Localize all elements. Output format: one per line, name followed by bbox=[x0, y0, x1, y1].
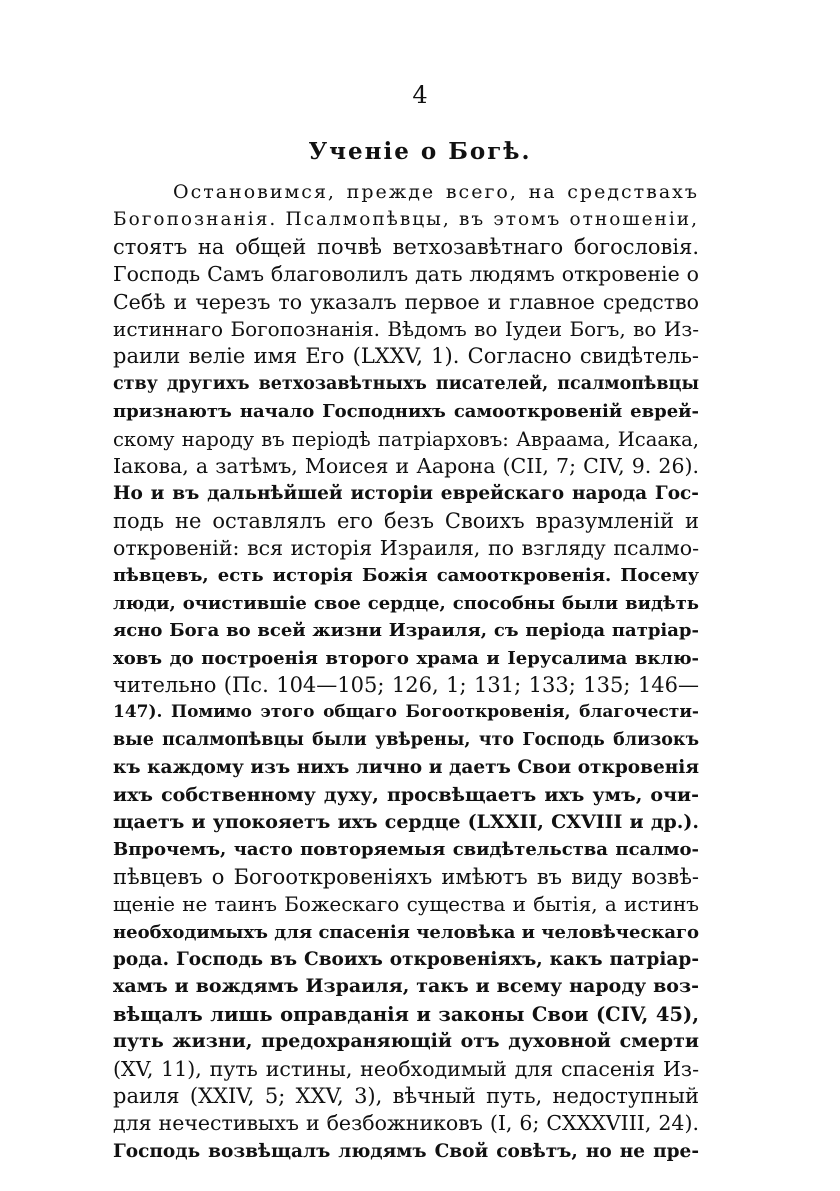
text-line: ству другихъ ветхозавѣтныхъ писателей, псалмопѣвцы bbox=[113, 373, 699, 394]
page-title: Ученіе о Богѣ. bbox=[308, 138, 532, 165]
page-number: 4 bbox=[412, 81, 428, 109]
text-line: стоятъ на общей почвѣ ветхозавѣтнаго богословія. bbox=[113, 234, 699, 259]
text-line: признаютъ начало Господнихъ самооткровеній еврей- bbox=[113, 401, 699, 423]
text-line: хамъ и вождямъ Израиля, такъ и всему народу воз- bbox=[113, 975, 699, 998]
text-line: Впрочемъ, часто повторяемыя свидѣтельства псалмо- bbox=[113, 839, 699, 861]
text-line: подь не оставлялъ его безъ Своихъ вразумленій и bbox=[113, 508, 699, 533]
text-line: Но и въ дальнѣйшей исторіи еврейскаго народа Гос- bbox=[113, 483, 699, 505]
text-line: вые псалмопѣвцы были увѣрены, что Господь близокъ bbox=[113, 729, 699, 750]
text-line: раили веліе имя Его (LXXV, 1). Согласно свидѣтель- bbox=[113, 344, 699, 369]
text-line: пѣвцевъ о Богооткровеніяхъ имѣютъ въ виду возвѣ- bbox=[113, 864, 699, 889]
text-line: вѣщалъ лишь оправданія и законы Свои (CIV, 45), bbox=[113, 1002, 699, 1026]
text-line: ясно Бога во всей жизни Израиля, съ періода патріар- bbox=[113, 620, 699, 642]
body-text bbox=[113, 179, 699, 1165]
text-line: истиннаго Богопознанія. Вѣдомъ во Іудеи Богъ, во Из- bbox=[113, 316, 699, 341]
text-line: щаетъ и упокояетъ ихъ сердце (LXXII, CXVIII и др.). bbox=[113, 810, 699, 833]
text-line: ихъ собственному духу, просвѣщаетъ ихъ умъ, очи- bbox=[113, 783, 699, 806]
text-line: скому народу въ періодѣ патріарховъ: Авраама, Исаака, bbox=[113, 427, 699, 451]
text-line: Себѣ и черезъ то указалъ первое и главное средство bbox=[113, 289, 699, 314]
text-line: необходимыхъ для спасенія человѣка и человѣческаго bbox=[113, 921, 700, 943]
text-line: Іакова, а затѣмъ, Моисея и Аарона (CII, 7; CIV, 9. 26). bbox=[113, 453, 699, 478]
text-line: путь жизни, предохраняющій отъ духовной смерти bbox=[113, 1030, 699, 1053]
text-line: 147). Помимо этого общаго Богооткровенія, благочести- bbox=[113, 702, 699, 723]
text-line: къ каждому изъ нихъ лично и даетъ Свои откровенія bbox=[113, 757, 699, 779]
text-line: для нечестивыхъ и безбожниковъ (I, 6; CXXXVIII, 24). bbox=[113, 1111, 699, 1136]
text-line: пѣвцевъ, есть исторія Божія самооткровенія. Посему bbox=[113, 565, 699, 587]
text-line: ховъ до построенія второго храма и Іерусалима вклю- bbox=[113, 647, 699, 669]
text-line: (XV, 11), путь истины, необходимый для спасенія Из- bbox=[113, 1056, 699, 1081]
text-line: Господь возвѣщалъ людямъ Свой совѣтъ, но не пре- bbox=[113, 1140, 699, 1162]
text-line: рода. Господь въ Своихъ откровеніяхъ, какъ патріар- bbox=[113, 948, 699, 970]
text-line: откровеній: вся исторія Израиля, по взгляду псалмо- bbox=[113, 536, 699, 561]
text-line: Остановимся, прежде всего, на средствахъ bbox=[173, 181, 699, 203]
text-line: щеніе не таинъ Божескаго существа и бытія, а истинъ bbox=[113, 892, 699, 917]
text-line: люди, очистившіе свое сердце, способны были видѣть bbox=[113, 592, 699, 614]
text-line: Господь Самъ благоволилъ дать людямъ откровеніе о bbox=[113, 262, 699, 287]
text-line: раиля (XXIV, 5; XXV, 3), вѣчный путь, недоступный bbox=[113, 1083, 699, 1108]
text-line: Богопознанія. Псалмопѣвцы, въ этомъ отношеніи, bbox=[113, 209, 699, 231]
text-line: чительно (Пс. 104—105; 126, 1; 131; 133; 135; 146— bbox=[113, 673, 699, 698]
